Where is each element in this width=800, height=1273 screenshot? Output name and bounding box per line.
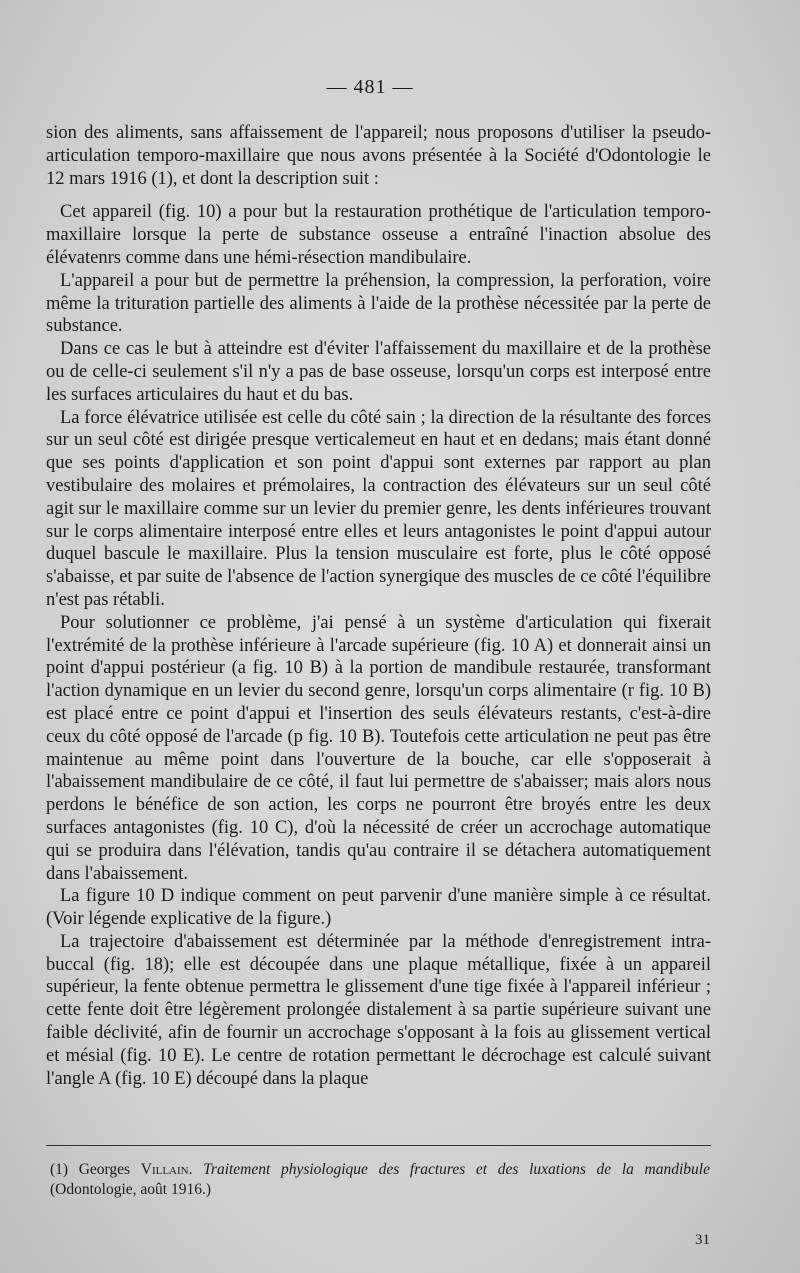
footnote-marker: (1) Georges xyxy=(50,1161,131,1178)
paragraph: L'appareil a pour but de permettre la préhension, la compression, la perforation, voire même la trituration partielle des aliments à l'aide de la prothèse nécessitée par la perte de substance. xyxy=(46,270,711,337)
body-text xyxy=(46,122,711,1090)
footnote-author: Villain xyxy=(140,1161,189,1178)
paragraph: Dans ce cas le but à atteindre est d'éviter l'affaissement du maxillaire et de la prothèse ou de celle-ci seulement s'il n'y a pas de base osseuse, lorsqu'un corps est interposé entre les surfaces articulaires du haut et du bas. xyxy=(46,339,711,405)
footnote-title: Traitement physiologique des fractures et des luxations de la mandibule xyxy=(203,1161,710,1178)
paragraph: La force élévatrice utilisée est celle du côté sain ; la direction de la résultante des forces sur un seul côté est dirigée presque verticalemeut en haut et en dedans; mais étant donné que ses points d'application et son point d'appui sont externes par rapport au plan vestibulaire des molaires et prémolaires, la contraction des élévateurs sur un seul côté agit sur le maxillaire comme sur un levier du premier genre, les dents inférieures trouvant sur le corps alimentaire interposé entre elles et leurs antagonistes le point d'appui autour duquel bascule le maxillaire. Plus la tension musculaire est forte, plus le côté opposé s'abaisse, et par suite de l'absence de l'action synergique des muscles de ce côté l'équilibre n'est pas rétabli. xyxy=(46,407,711,610)
footnote: (1) Georges Villain. Traitement physiologique des fractures et des luxations de la mandibule (Odontologie, août 1916.) xyxy=(50,1161,710,1198)
footnote-source: (Odontologie, août 1916.) xyxy=(50,1181,212,1198)
footnote-divider xyxy=(46,1145,711,1146)
paragraph: Cet appareil (fig. 10) a pour but la restauration prothétique de l'articulation temporo-maxillaire lorsque la perte de substance osseuse a entraîné l'inaction absolue des élévatenrs comme dans une hémi-résection mandibulaire. xyxy=(46,202,711,268)
paragraph: La trajectoire d'abaissement est déterminée par la méthode d'enregistrement intra-buccal (fig. 18); elle est découpée dans une plaque métallique, fixée à un appareil supérieur, la fente obtenue permettra le glissement d'une tige fixée à l'appareil inférieur ; cette fente doit être légèrement prolongée distalement à sa partie supérieure suivant une faible déclivité, afin de fournir un accrochage s'opposant à la fois au glissement vertical et mésial (fig. 10 E). Le centre de rotation permettant le décrochage est calculé suivant l'angle A (fig. 10 E) découpé dans la plaque xyxy=(46,931,711,1089)
paragraph-continuation: sion des aliments, sans affaissement de l'appareil; nous proposons d'utiliser la pseudo-articulation temporo-maxillaire que nous avons présentée à la Société d'Odontologie le 12 mars 1916 (1), et dont la description suit : xyxy=(46,123,711,189)
page-number: — 481 — xyxy=(326,76,414,98)
signature-mark: 31 xyxy=(695,1232,710,1248)
paragraph: Pour solutionner ce problème, j'ai pensé à un système d'articulation qui fixerait l'extrémité de la prothèse inférieure à l'arcade supérieure (fig. 10 A) et donnerait ainsi un point d'appui postérieur (a fig. 10 B) à la portion de mandibule restaurée, transformant l'action dynamique en un levier du second genre, lorsqu'un corps alimentaire (r fig. 10 B) est placé entre ce point d'appui et l'insertion des seuls élévateurs restants, c'est-à-dire ceux du côté opposé de l'arcade (p fig. 10 B). Toutefois cette articulation ne peut pas être maintenue au même point dans l'ouverture de la bouche, car elle s'opposerait à l'abaissement mandibulaire de ce côté, il faut lui permettre de s'abaisser; mais alors nous perdons le bénéfice de son action, les corps ne pourront être broyés entre les deux surfaces antagonistes (fig. 10 C), d'où la nécessité de créer un accrochage automatique qui se produira dans l'élévation, tandis qu'au contraire il se détachera automatiquement dans l'abaissement. xyxy=(46,612,711,884)
paragraph: La figure 10 D indique comment on peut parvenir d'une manière simple à ce résultat. (Voir légende explicative de la figure.) xyxy=(46,886,711,930)
